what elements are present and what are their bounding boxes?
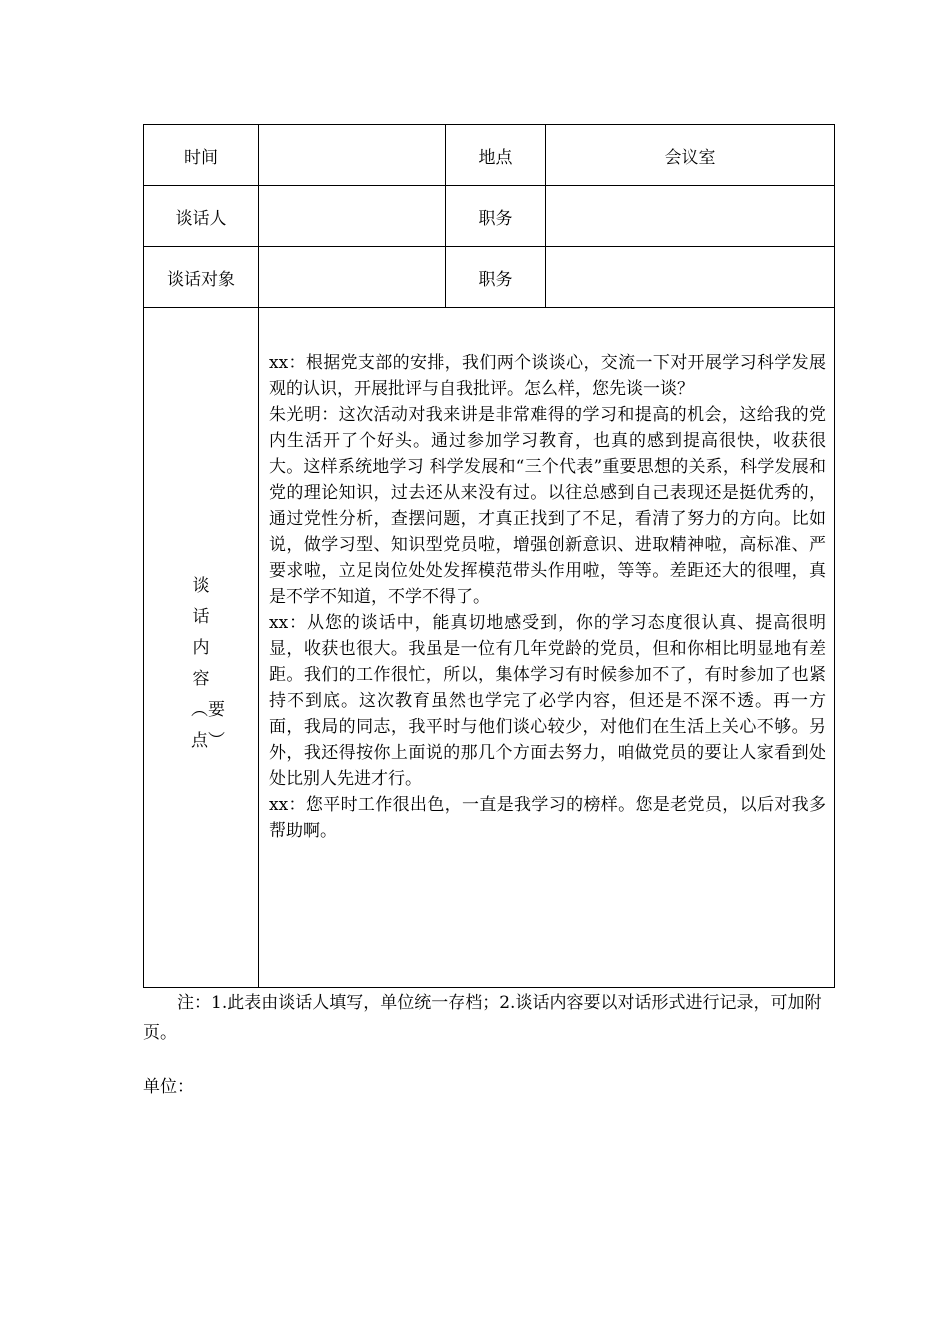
content-paragraph: xx：从您的谈话中，能真切地感受到，你的学习态度很认真、提高很明显，收获也很大。我虽是一位有几年党龄的党员，但和你相比明显地有差距。我们的工作很忙，所以，集体学习有时候参加不了，有时参加了也紧持不到底。这次教育虽然也学完了必学内容，但还是不深不透。再一方面，我局的同志，我平时与他们谈心较少，对他们在生活上关心不够。另外，我还得按你上面说的那几个方面去努力，咱做党员的要让人家看到处处比别人先进才行。 — [269, 613, 826, 789]
time-label: 时间 — [144, 125, 259, 186]
target-value — [259, 247, 446, 308]
target-label: 谈话对象 — [144, 247, 259, 308]
content-paragraph: 朱光明：这次活动对我来讲是非常难得的学习和提高的机会，这给我的党内生活开了个好头。通过参加学习教育，也真的感到提高很快，收获很大。这样系统地学习 科学发展和“三个代表”重要思想的关系，科学发展和党的理论知识，过去还从来没有过。以往总感到自己表现还是挺优秀的，通过党性分析，查摆问题，才真正找到了不足，看清了努力的方向。比如说，做学习型、知识型党员啦，增强创新意识、进取精神啦，高标准、严要求啦，立足岗位处处发挥模范带头作用啦，等等。差距还大的很哩，真是不学不知道，不学不得了。 — [269, 405, 826, 607]
talker-value — [259, 186, 446, 247]
content-paragraph: xx：您平时工作很出色，一直是我学习的榜样。您是老党员，以后对我多帮助啊。 — [269, 795, 826, 841]
footnote: 注：1.此表由谈话人填写，单位统一存档；2.谈话内容要以对话形式进行记录，可加附页。 — [143, 993, 822, 1043]
row-target — [144, 247, 835, 308]
talker-position-value — [546, 186, 835, 247]
place-label: 地点 — [446, 125, 546, 186]
target-position-label: 职务 — [446, 247, 546, 308]
content-label: 谈话内容︵要点︶ — [191, 575, 225, 751]
target-position-value — [546, 247, 835, 308]
time-value — [259, 125, 446, 186]
row-talker — [144, 186, 835, 247]
row-time-place — [144, 125, 835, 186]
talker-label: 谈话人 — [144, 186, 259, 247]
unit-label: 单位： — [143, 1077, 194, 1097]
talker-position-label: 职务 — [446, 186, 546, 247]
content-cell — [259, 308, 835, 988]
content-paragraph: xx：根据党支部的安排，我们两个谈谈心，交流一下对开展学习科学发展观的认识，开展批评与自我批评。怎么样，您先谈一谈？ — [269, 353, 826, 399]
row-content — [144, 308, 835, 988]
content-text — [259, 308, 834, 844]
place-value: 会议室 — [546, 125, 835, 186]
content-label-cell — [144, 308, 259, 988]
talk-record-table — [143, 124, 835, 988]
